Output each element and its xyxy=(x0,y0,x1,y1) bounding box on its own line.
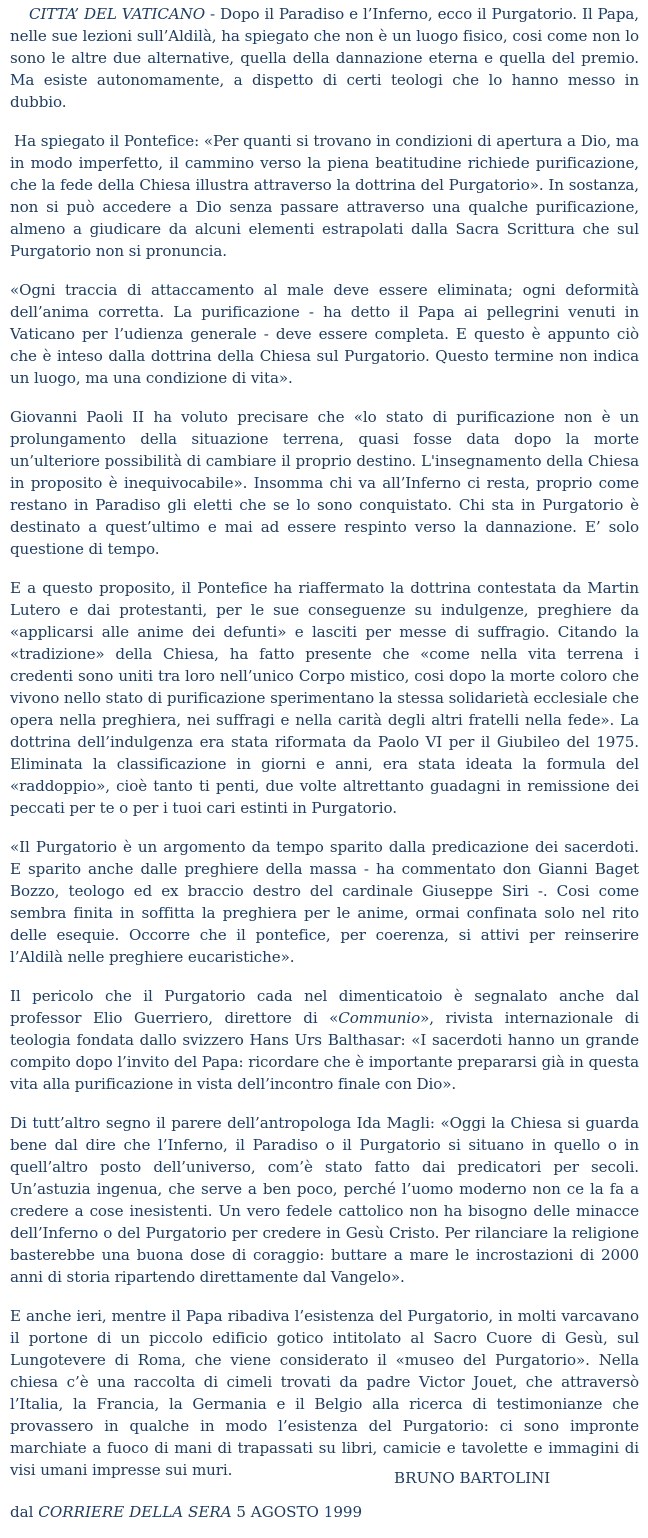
paragraph-text: Il pericolo che il Purgatorio cada nel dimenticatoio è segnalato anche dal professor Elio Guerriero, direttore di « xyxy=(10,987,639,1027)
publication-date: 5 AGOSTO 1999 xyxy=(231,1503,363,1521)
article-paragraph-7 xyxy=(10,985,639,1095)
article-paragraph-1 xyxy=(10,3,639,113)
article-paragraph-9: E anche ieri, mentre il Papa ribadiva l’esistenza del Purgatorio, in molti varcavano il portone di un piccolo edificio gotico intitolato al Sacro Cuore di Gesù, sul Lungotevere di Roma, che viene considerato il «museo del Purgatorio». Nella chiesa c’è una raccolta di cimeli trovati da padre Victor Jouet, che attraversò l’Italia, la Francia, la Germania e il Belgio alla ricerca di testimonianze che provassero in qualche in modo l’esistenza del Purgatorio: ci sono impronte marchiate a fuoco di mani di trapassati su libri, camicie e tavolette e immagini di visi umani impresse sui muri. xyxy=(10,1307,639,1479)
source-prefix: dal xyxy=(10,1503,39,1521)
article-paragraph-6: «Il Purgatorio è un argomento da tempo sparito dalla predicazione dei sacerdoti. E sparito anche dalle preghiere della massa - ha commentato don Gianni Baget Bozzo, teologo ed ex braccio destro del cardinale Giuseppe Siri -. Cosi come sembra finita in soffitta la preghiera per le anime, ormai confinata solo nel rito delle esequie. Occorre che il pontefice, per coerenza, si attivi per reinserire l’Aldilà nelle preghiere eucaristiche». xyxy=(10,838,639,966)
author-signature: BRUNO BARTOLINI xyxy=(394,1469,551,1487)
article-paragraph-3: «Ogni traccia di attaccamento al male deve essere eliminata; ogni deformità dell’anima corretta. La purificazione - ha detto il Papa ai pellegrini venuti in Vaticano per l’udienza generale - deve essere completa. E questo è appunto ciò che è inteso dalla dottrina della Chiesa sul Purgatorio. Questo termine non indica un luogo, ma una condizione di vita». xyxy=(10,281,639,387)
publication-name: CORRIERE DELLA SERA xyxy=(38,1503,232,1521)
article-paragraph-8: Di tutt’altro segno il parere dell’antropologa Ida Magli: «Oggi la Chiesa si guarda bene dal dire che l’Inferno, il Paradiso o il Purgatorio si situano in quello o in quell’altro posto dell’universo, com’è stato fatto dai predicatori per secoli. Un’astuzia ingenua, che serve a ben poco, perché l’uomo moderno non ce la fa a credere a cose inesistenti. Un vero fedele cattolico non ha bisogno delle minacce dell’Inferno o del Purgatorio per credere in Gesù Cristo. Per rilanciare la religione basterebbe una buona dose di coraggio: buttare a mare le incrostazioni di 2000 anni di storia ripartendo direttamente dal Vangelo». xyxy=(10,1114,639,1286)
article-paragraph-4: Giovanni Paoli II ha voluto precisare che «lo stato di purificazione non è un prolungamento della situazione terrena, quasi fosse data dopo la morte un’ulteriore possibilità di cambiare il proprio destino. L'insegnamento della Chiesa in proposito è inequivocabile». Insomma chi va all’Inferno ci resta, proprio come restano in Paradiso gli eletti che se lo sono conquistato. Chi sta in Purgatorio è destinato a quest’ultimo e mai ad essere respinto verso la dannazione. E’ solo questione di tempo. xyxy=(10,408,639,558)
article-paragraph-5: E a questo proposito, il Pontefice ha riaffermato la dottrina contestata da Martin Lutero e dai protestanti, per le sue conseguenze su indulgenze, preghiere da «applicarsi alle anime dei defunti» e lasciti per messe di suffragio. Citando la «tradizione» della Chiesa, ha fatto presente che «come nella vita terrena i credenti sono uniti tra loro nell’unico Corpo mistico, cosi dopo la morte coloro che vivono nello stato di purificazione sperimentano la stessa solidarietà ecclesiale che opera nella preghiera, nei suffragi e nella carità degli altri fratelli nella fede». La dottrina dell’indulgenza era stata riformata da Paolo VI per il Giubileo del 1975. Eliminata la classificazione in giorni e anni, era stata ideata la formula del «raddoppio», cioè tanto ti penti, due volte altrettanto guadagni in remissione dei peccati per te o per i tuoi cari estinti in Purgatorio. xyxy=(10,579,639,817)
dateline: CITTA’ DEL VATICANO xyxy=(29,5,205,23)
paragraph-text: - Dopo il Paradiso e l’Inferno, ecco il Purgatorio. Il Papa, nelle sue lezioni sull’Aldilà, ha spiegato che non è un luogo fisico, cosi come non lo sono le altre due alternative, quella della dannazione eterna e quella del premio. Ma esiste autonomamente, a dispetto di certi teologi che lo hanno messo in dubbio. xyxy=(10,5,639,111)
magazine-title: Communio xyxy=(338,1009,421,1027)
article-paragraph-2: Ha spiegato il Pontefice: «Per quanti si trovano in condizioni di apertura a Dio, ma in modo imperfetto, il cammino verso la piena beatitudine richiede purificazione, che la fede della Chiesa illustra attraverso la dottrina del Purgatorio». In sostanza, non si può accedere a Dio senza passare attraverso una qualche purificazione, almeno a giudicare da alcuni elementi estrapolati dalla Sacra Scrittura che sul Purgatorio non si pronuncia. xyxy=(10,132,639,260)
source-credit xyxy=(10,1501,362,1523)
paragraph-text: », rivista internazionale di teologia fondata dallo svizzero Hans Urs Balthasar: «I sacerdoti hanno un grande compito dopo l’invito del Papa: ricordare che è importante prepararsi già in questa vita alla purificazione in vista dell’incontro finale con Dio». xyxy=(10,1009,639,1093)
